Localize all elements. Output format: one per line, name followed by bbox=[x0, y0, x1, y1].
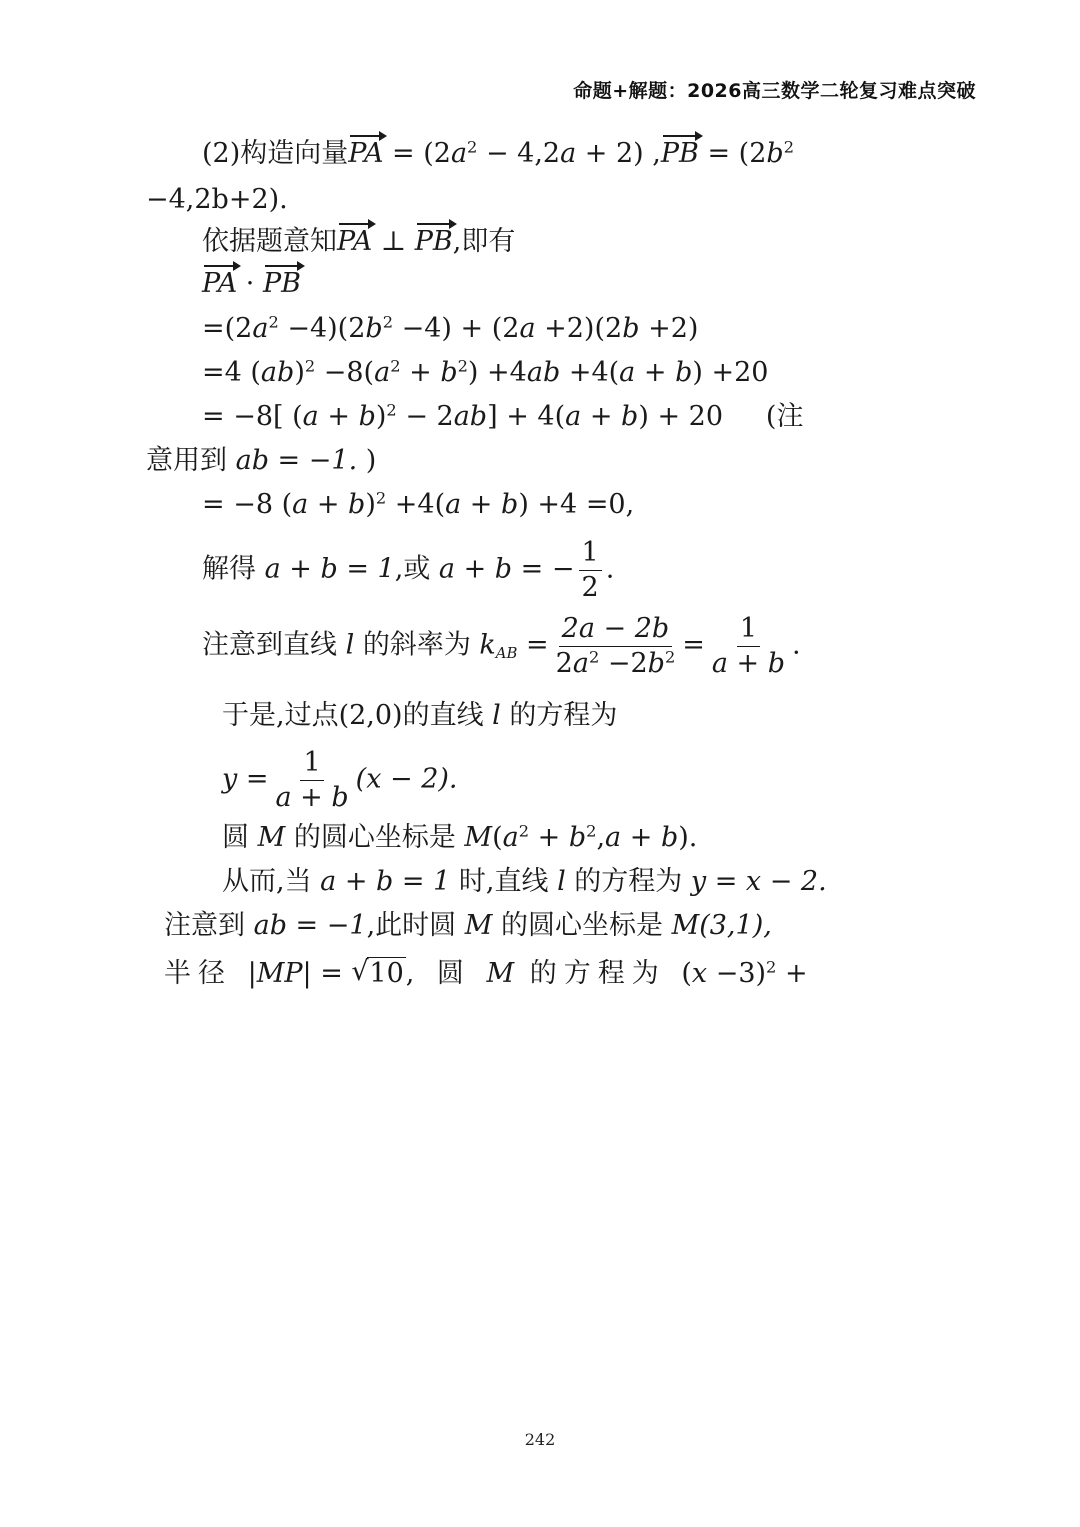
line-solve: 解得 a + b = 1,或 a + b = − $\frac{1}{2}$ . bbox=[202, 537, 615, 603]
line-construct-vectors: (2)构造向量PA = $(2a^2 - 4,2a + 2) ,PB = (2b^2$ bbox=[202, 137, 794, 169]
line-line-through-point: 于是,过点(2,0)的直线 l 的方程为 bbox=[222, 700, 618, 731]
line-circle-center: 圆 M 的圆心坐标是 $M(a^2 + b^2,a + b)$. bbox=[222, 821, 698, 853]
line-expand-2: =4 $(ab)^2 -8(a^2 + b^2) +4ab +4(a + b) +20$ bbox=[202, 356, 769, 388]
line-expand-3: = −8[ $(a + b)^2 - 2ab] + 4(a + b) + 20$ (注 bbox=[202, 400, 804, 432]
page-number: 242 bbox=[524, 1430, 556, 1449]
line-expand-4: = −8 $(a + b)^2 +4(a + b) +4 =0$, bbox=[202, 488, 635, 520]
line-vector-pb-continued: −4,2b+2). bbox=[146, 184, 288, 215]
line-expand-1: $=(2a^2 -4)(2b^2 -4) + (2a +2)(2b +2)$ bbox=[202, 312, 699, 344]
sqrt-10: √ 10 bbox=[351, 958, 405, 989]
vector-pb: PB bbox=[660, 138, 699, 169]
line-dot-product: PA · PB bbox=[202, 268, 301, 299]
line-note-ab: 意用到 ab = −1. ) bbox=[146, 445, 377, 476]
line-case-one: 从而,当 a + b = 1 时,直线 l 的方程为 y = x − 2. bbox=[222, 866, 827, 897]
line-slope: 注意到直线 l 的斜率为 $k_{AB}$ = $\frac{2a - 2b}{2a^2 -2b^2}$ = $\frac{1}{a + b}$ . bbox=[202, 613, 801, 679]
line-radius: 半径 |MP| = √ 10, 圆 M 的方程为 $(x -3)^2$ + bbox=[164, 958, 808, 989]
line-center-3-1: 注意到 ab = −1,此时圆 M 的圆心坐标是 M(3,1), bbox=[164, 910, 772, 941]
line-perpendicular: 依据题意知PA ⊥ PB,即有 bbox=[202, 226, 516, 257]
vector-pa: PA bbox=[348, 138, 384, 169]
line-line-equation: y = $\frac{1}{a + b}$ (x − 2). bbox=[222, 747, 458, 813]
page-header-title: 命题+解题：2026高三数学二轮复习难点突破 bbox=[573, 80, 976, 102]
